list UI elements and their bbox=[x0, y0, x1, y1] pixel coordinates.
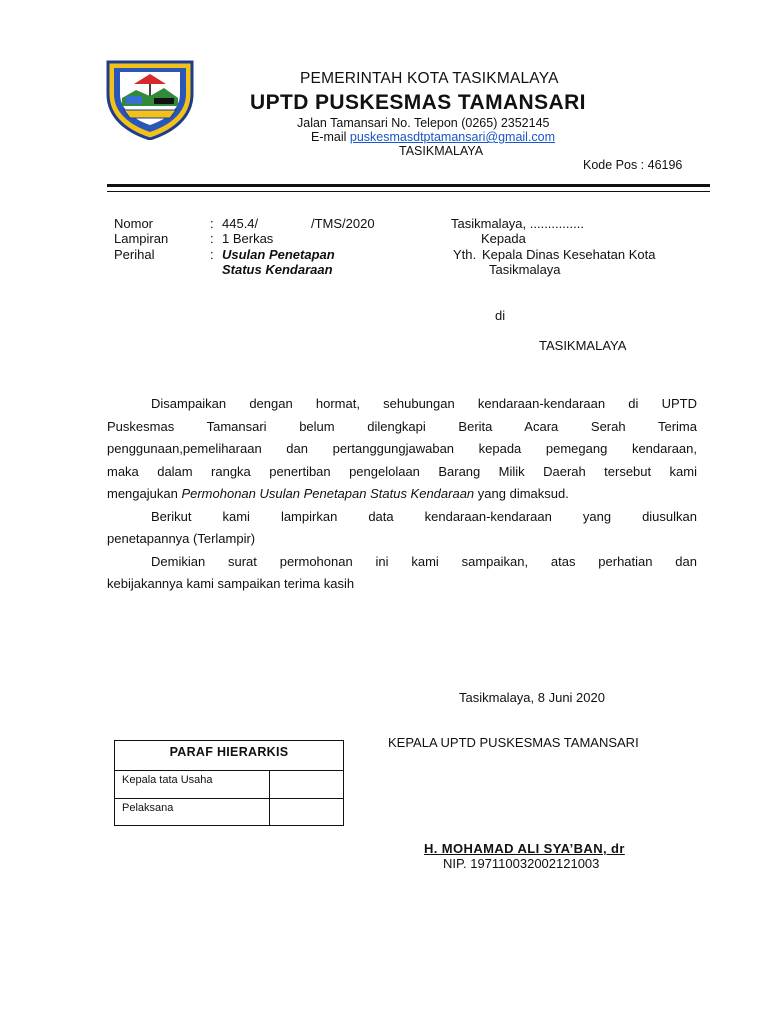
paraf-row-label: Kepala tata Usaha bbox=[122, 774, 213, 786]
signature-title: KEPALA UPTD PUSKESMAS TAMANSARI bbox=[388, 735, 639, 750]
body-line: Puskesmas Tamansari belum dilengkapi Berita Acara Serah Terima bbox=[107, 418, 697, 434]
table-row bbox=[115, 798, 343, 826]
addressee-line2: Tasikmalaya bbox=[489, 262, 561, 277]
perihal-value-line2: Status Kendaraan bbox=[222, 262, 333, 277]
gov-line: PEMERINTAH KOTA TASIKMALAYA bbox=[300, 70, 559, 87]
nomor-suffix: /TMS/2020 bbox=[311, 216, 375, 231]
nomor-label: Nomor bbox=[114, 216, 154, 231]
paraf-row-label: Pelaksana bbox=[122, 802, 174, 814]
kepada-label: Kepada bbox=[481, 231, 526, 246]
perihal-value-line1: Usulan Penetapan bbox=[222, 247, 335, 262]
addressee-line1: Kepala Dinas Kesehatan Kota bbox=[482, 247, 656, 262]
body-line: Demikian surat permohonan ini kami sampaikan, atas perhatian dan bbox=[151, 553, 697, 569]
email-link[interactable]: puskesmasdtptamansari@gmail.com bbox=[349, 130, 556, 144]
address-line: Jalan Tamansari No. Telepon (0265) 2352145 bbox=[297, 116, 550, 130]
email-line bbox=[311, 130, 555, 144]
yth-label: Yth. bbox=[453, 247, 477, 262]
body-text: yang dimaksud. bbox=[474, 486, 569, 501]
body-line: maka dalam rangka penertiban pengelolaan Barang Milik Daerah tersebut kami bbox=[107, 463, 697, 479]
email-label: E-mail bbox=[311, 130, 350, 144]
nomor-value: 445.4/ bbox=[222, 216, 259, 231]
postal-code: Kode Pos : 46196 bbox=[583, 158, 683, 172]
recipient-city: TASIKMALAYA bbox=[539, 338, 627, 353]
body-line: Disampaikan dengan hormat, sehubungan kendaraan-kendaraan di UPTD bbox=[151, 396, 697, 411]
kota-tasikmalaya-crest-icon bbox=[104, 54, 196, 140]
lampiran-value: 1 Berkas bbox=[222, 231, 274, 246]
body-line: penggunaan,pemeliharaan dan pertanggungjawaban kepada pemegang kendaraan, bbox=[107, 441, 697, 456]
letter-body bbox=[107, 393, 697, 596]
body-text: mengajukan bbox=[107, 486, 182, 501]
letterhead-city: TASIKMALAYA bbox=[399, 144, 484, 158]
lampiran-label: Lampiran bbox=[114, 231, 169, 246]
body-italic-text: Permohonan Usulan Penetapan Status Kendaraan bbox=[181, 486, 475, 501]
perihal-label: Perihal bbox=[114, 247, 155, 262]
table-row bbox=[115, 770, 343, 799]
signatory-nip: NIP. 197110032002121003 bbox=[443, 856, 600, 871]
signature-place-date: Tasikmalaya, 8 Juni 2020 bbox=[459, 690, 605, 705]
header-divider-thick bbox=[107, 184, 710, 187]
body-line-with-italic bbox=[107, 483, 697, 506]
nomor-colon: : bbox=[210, 216, 214, 231]
di-label: di bbox=[495, 308, 506, 323]
institution-name: UPTD PUSKESMAS TAMANSARI bbox=[250, 91, 586, 114]
paraf-table bbox=[114, 740, 344, 826]
perihal-colon: : bbox=[210, 247, 214, 262]
paraf-column-divider bbox=[269, 770, 270, 826]
lampiran-colon: : bbox=[210, 231, 214, 246]
body-line: kebijakannya kami sampaikan terima kasih bbox=[107, 576, 355, 591]
paraf-table-header: PARAF HIERARKIS bbox=[115, 741, 343, 771]
header-divider-thin bbox=[107, 191, 710, 192]
letter-place-date: Tasikmalaya, ............... bbox=[451, 216, 584, 231]
body-line: Berikut kami lampirkan data kendaraan-kendaraan yang diusulkan bbox=[151, 508, 697, 524]
signatory-name: H. MOHAMAD ALI SYA’BAN, dr bbox=[424, 841, 625, 856]
body-line: penetapannya (Terlampir) bbox=[107, 531, 256, 546]
